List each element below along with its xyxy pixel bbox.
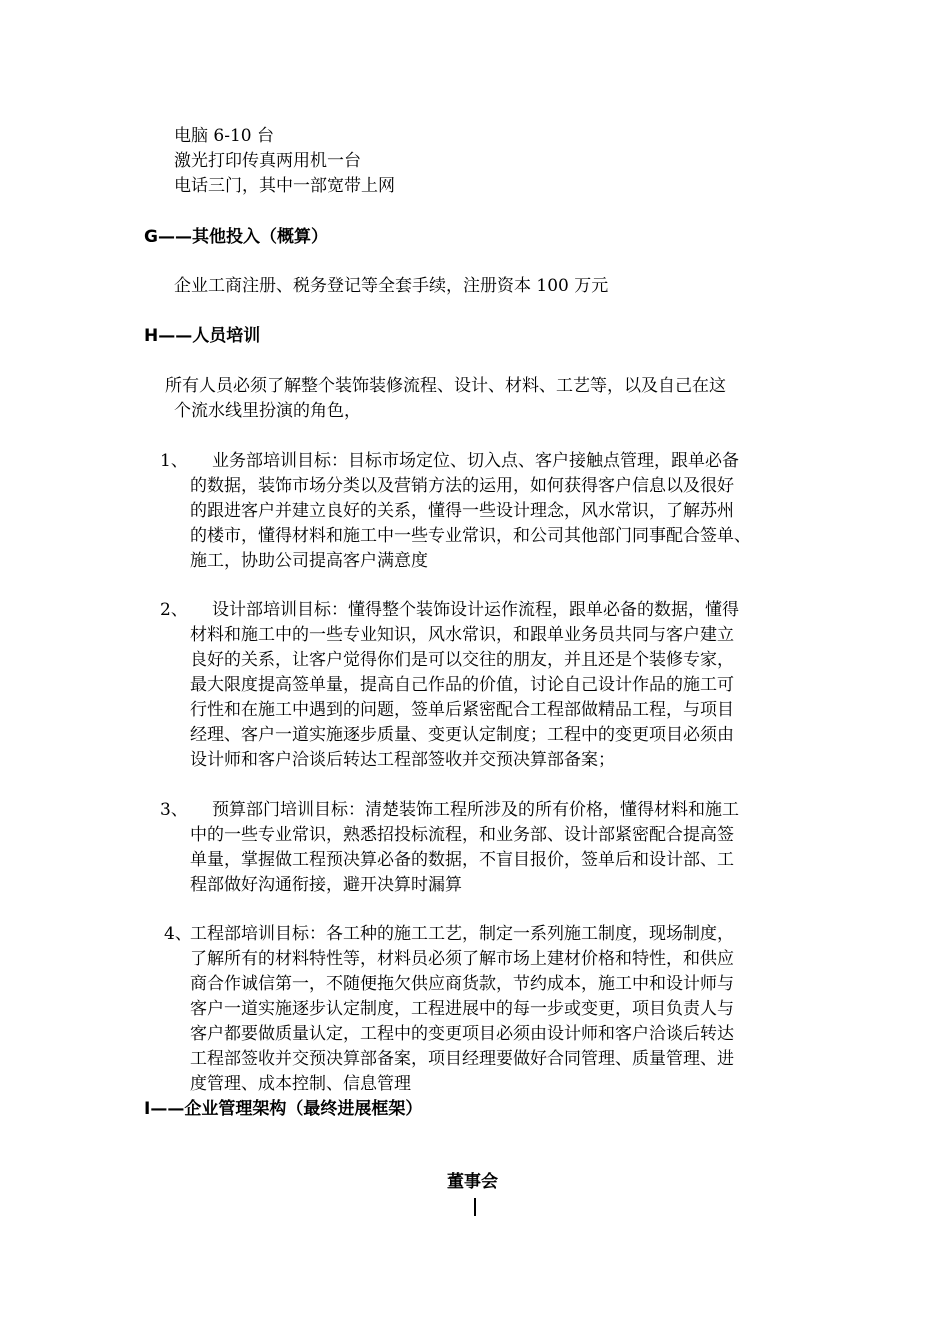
item-1-line-3: 的跟进客户并建立良好的关系，懂得一些设计理念，风水常识，了解苏州: [190, 501, 734, 521]
item-2-line-2: 材料和施工中的一些专业知识，风水常识，和跟单业务员共同与客户建立: [190, 625, 734, 645]
item-2-line-1: 设计部培训目标：懂得整个装饰设计运作流程，跟单必备的数据，懂得: [212, 600, 739, 620]
item-2-line-3: 良好的关系，让客户觉得你们是可以交往的朋友，并且还是个装修专家，: [190, 650, 734, 670]
equipment-line-1: 电脑 6-10 台: [174, 126, 274, 146]
section-h-intro-1: 所有人员必须了解整个装饰装修流程、设计、材料、工艺等，以及自己在这: [165, 376, 726, 396]
org-chart-board: 董事会: [447, 1172, 498, 1192]
item-2-line-6: 经理、客户一道实施逐步质量、变更认定制度；工程中的变更项目必须由: [190, 725, 734, 745]
item-4-line-4: 客户一道实施逐步认定制度，工程进展中的每一步或变更，项目负责人与: [190, 999, 734, 1019]
section-h-intro-2: 个流水线里扮演的角色，: [174, 401, 361, 421]
item-1-line-1: 业务部培训目标：目标市场定位、切入点、客户接触点管理，跟单必备: [212, 451, 739, 471]
item-1-number: 1、: [160, 451, 188, 471]
item-1-line-5: 施工，协助公司提高客户满意度: [190, 551, 428, 571]
section-g-text: 企业工商注册、税务登记等全套手续，注册资本 100 万元: [174, 276, 609, 296]
item-4-line-2: 了解所有的材料特性等，材料员必须了解市场上建材价格和特性，和供应: [190, 949, 734, 969]
item-4-line-5: 客户都要做质量认定，工程中的变更项目必须由设计师和客户洽谈后转达: [190, 1024, 734, 1044]
org-chart-connector: [474, 1198, 476, 1216]
item-3-line-1: 预算部门培训目标：清楚装饰工程所涉及的所有价格，懂得材料和施工: [212, 800, 739, 820]
item-4-number: 4、: [164, 924, 192, 944]
item-4-line-1: 工程部培训目标：各工种的施工工艺，制定一系列施工制度，现场制度，: [190, 924, 734, 944]
item-1-line-4: 的楼市，懂得材料和施工中一些专业常识，和公司其他部门同事配合签单、: [190, 526, 751, 546]
item-3-number: 3、: [160, 800, 188, 820]
item-4-line-6: 工程部签收并交预决算部备案，项目经理要做好合同管理、质量管理、进: [190, 1049, 734, 1069]
equipment-line-3: 电话三门，其中一部宽带上网: [174, 176, 395, 196]
section-h-heading: H——人员培训: [144, 326, 261, 346]
section-i-heading: I——企业管理架构（最终进展框架）: [144, 1099, 423, 1119]
item-2-number: 2、: [160, 600, 188, 620]
item-2-line-5: 行性和在施工中遇到的问题，签单后紧密配合工程部做精品工程，与项目: [190, 700, 734, 720]
item-3-line-2: 中的一些专业常识，熟悉招投标流程，和业务部、设计部紧密配合提高签: [190, 825, 734, 845]
equipment-line-2: 激光打印传真两用机一台: [174, 151, 361, 171]
item-2-line-7: 设计师和客户洽谈后转达工程部签收并交预决算部备案；: [190, 750, 615, 770]
item-4-line-3: 商合作诚信第一，不随便拖欠供应商货款，节约成本，施工中和设计师与: [190, 974, 734, 994]
section-g-heading: G——其他投入（概算）: [144, 227, 328, 247]
item-4-line-7: 度管理、成本控制、信息管理: [190, 1074, 411, 1094]
item-1-line-2: 的数据，装饰市场分类以及营销方法的运用，如何获得客户信息以及很好: [190, 476, 734, 496]
item-3-line-3: 单量，掌握做工程预决算必备的数据，不盲目报价，签单后和设计部、工: [190, 850, 734, 870]
item-2-line-4: 最大限度提高签单量，提高自己作品的价值，讨论自己设计作品的施工可: [190, 675, 734, 695]
item-3-line-4: 程部做好沟通衔接，避开决算时漏算: [190, 875, 462, 895]
